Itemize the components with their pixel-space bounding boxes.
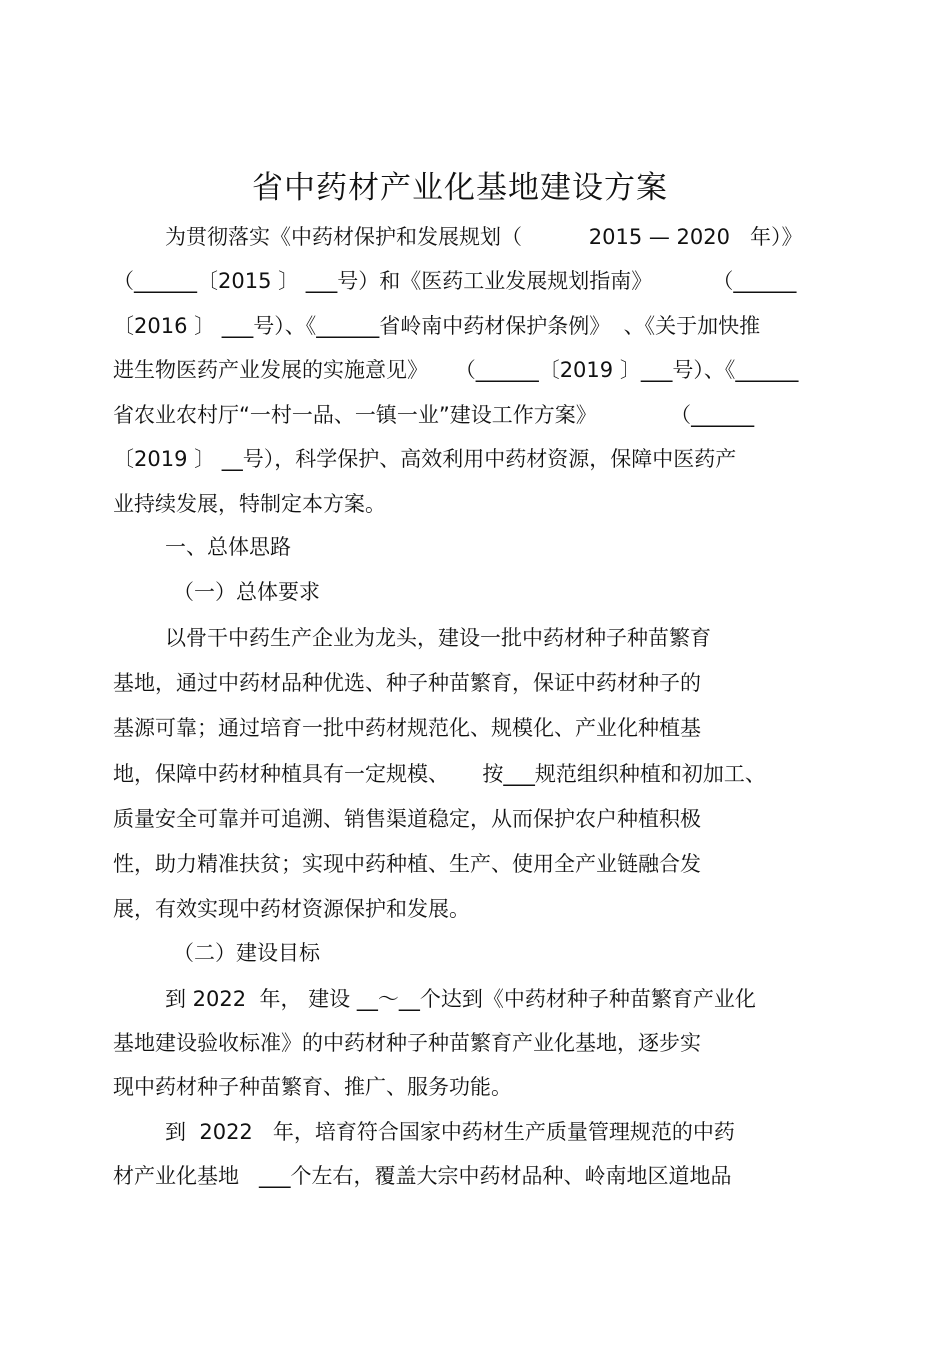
document-title: 省中药材产业化基地建设方案 (252, 170, 668, 206)
paragraph-line: （______〔2015 〕 ___号）和《医药工业发展规划指南》 （______ (113, 269, 797, 293)
paragraph-line: 为贯彻落实《中药材保护和发展规划（ 2015 — 2020 年）》 (165, 225, 803, 249)
paragraph-line: 省农业农村厅“一村一品、一镇一业”建设工作方案》 （______ (113, 403, 755, 427)
section-heading: 一、总体思路 (165, 535, 291, 559)
paragraph-line: 到 2022 年，培育符合国家中药材生产质量管理规范的中药 (165, 1120, 735, 1144)
paragraph-line: 业持续发展，特制定本方案。 (113, 492, 386, 516)
paragraph-line: 〔2016 〕 ___号）、《______省岭南中药材保护条例》 、《关于加快推 (113, 314, 761, 338)
paragraph-line: 基源可靠；通过培育一批中药材规范化、规模化、产业化种植基 (113, 716, 701, 740)
paragraph-line: 到 2022 年， 建设 __～__个达到《中药材种子种苗繁育产业化 (165, 987, 756, 1011)
paragraph-line: 基地建设验收标准》的中药材种子种苗繁育产业化基地，逐步实 (113, 1031, 701, 1055)
paragraph-line: 展，有效实现中药材资源保护和发展。 (113, 897, 470, 921)
paragraph-line: 材产业化基地 ___个左右，覆盖大宗中药材品种、岭南地区道地品 (113, 1164, 732, 1188)
paragraph-line: 性，助力精准扶贫；实现中药种植、生产、使用全产业链融合发 (113, 852, 701, 876)
paragraph-line: 基地，通过中药材品种优选、种子种苗繁育，保证中药材种子的 (113, 671, 701, 695)
subsection-heading: （二）建设目标 (173, 941, 320, 965)
paragraph-line: 以骨干中药生产企业为龙头，建设一批中药材种子种苗繁育 (165, 626, 711, 650)
paragraph-line: 地，保障中药材种植具有一定规模、 按___规范组织种植和初加工、 (113, 762, 766, 786)
paragraph-line: 〔2019 〕 __号），科学保护、高效利用中药材资源，保障中医药产 (113, 447, 737, 471)
paragraph-line: 现中药材种子种苗繁育、推广、服务功能。 (113, 1075, 512, 1099)
paragraph-line: 质量安全可靠并可追溯、销售渠道稳定，从而保护农户种植积极 (113, 807, 701, 831)
subsection-heading: （一）总体要求 (173, 580, 320, 604)
paragraph-line: 进生物医药产业发展的实施意见》 （______〔2019 〕___号）、《______ (113, 358, 799, 382)
